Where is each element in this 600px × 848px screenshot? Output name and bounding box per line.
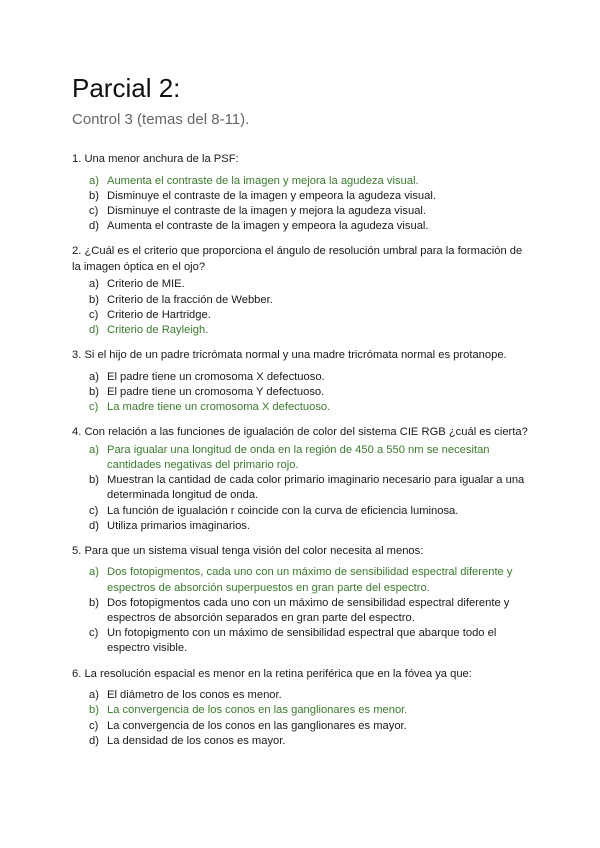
option [72,734,528,749]
option-text: Para igualar una longitud de onda en la región de 450 a 550 nm se necesitan cantidades negativas del primario rojo. [107,443,490,471]
option-list [72,277,528,338]
question-text: 5. Para que un sistema visual tenga visión del color necesita al menos: [72,544,424,557]
option-letter: a) [89,689,99,702]
option-letter: c) [89,308,99,321]
option [72,473,528,503]
question-text: 2. ¿Cuál es el criterio que proporciona el ángulo de resolución umbral para la formación de la imagen óptica en el ojo? [72,245,523,273]
question-list [72,152,528,749]
question-6 [72,667,528,749]
correct-option [72,703,528,718]
correct-option [72,400,528,415]
option [72,277,528,292]
option-list [72,688,528,749]
option-letter: d) [89,519,99,532]
option-letter: c) [89,627,99,640]
page-subtitle: Control 3 (temas del 8-11). [72,111,250,128]
option-letter: a) [89,566,99,579]
option-text: Criterio de la fracción de Webber. [107,293,273,306]
option-letter: d) [89,220,99,233]
option-text: El padre tiene un cromosoma Y defectuoso. [107,385,325,398]
option [72,596,528,626]
option-text: Criterio de MIE. [107,278,185,291]
option-list [72,370,528,416]
option-text: Disminuye el contraste de la imagen y empeora la agudeza visual. [107,189,436,202]
option [72,519,528,534]
question-2 [72,244,528,338]
option-letter: a) [89,443,99,456]
option-list [72,174,528,235]
option-text: Aumenta el contraste de la imagen y mejora la agudeza visual. [107,174,419,187]
option [72,293,528,308]
correct-option [72,323,528,338]
option-letter: b) [89,474,99,487]
option [72,688,528,703]
option-text: Un fotopigmento con un máximo de sensibilidad espectral que abarque todo el espectro visible. [107,627,497,655]
question-text: 6. La resolución espacial es menor en la retina periférica que en la fóvea ya que: [72,667,472,680]
option-letter: b) [89,385,99,398]
option-text: La función de igualación r coincide con la curva de eficiencia luminosa. [107,504,459,517]
option-list [72,443,528,534]
option [72,719,528,734]
option-text: Disminuye el contraste de la imagen y mejora la agudeza visual. [107,204,427,217]
correct-option [72,174,528,189]
option-text: El padre tiene un cromosoma X defectuoso. [107,370,325,383]
option [72,219,528,234]
question-text: 1. Una menor anchura de la PSF: [72,153,239,165]
correct-option [72,565,528,595]
option-letter: c) [89,401,99,414]
question-3 [72,348,528,415]
option-letter: a) [89,278,99,291]
option-text: Utiliza primarios imaginarios. [107,519,250,532]
option-text: La convergencia de los conos en las ganglionares es mayor. [107,719,407,732]
option-letter: b) [89,293,99,306]
option-text: Criterio de Hartridge. [107,308,211,321]
option [72,626,528,656]
correct-option [72,443,528,473]
option-text: La convergencia de los conos en las ganglionares es menor. [107,704,408,717]
question-text: 4. Con relación a las funciones de igualación de color del sistema CIE RGB ¿cuál es cierta? [72,426,528,439]
option-text: Aumenta el contraste de la imagen y empeora la agudeza visual. [107,220,429,233]
question-1 [72,152,528,234]
option-list [72,565,528,656]
option-letter: a) [89,370,99,383]
option-letter: c) [89,719,99,732]
option [72,189,528,204]
question-4 [72,425,528,534]
option-text: La densidad de los conos es mayor. [107,734,286,747]
option [72,308,528,323]
option-letter: b) [89,189,99,202]
option [72,204,528,219]
question-text: 3. Si el hijo de un padre tricrómata normal y una madre tricrómata normal es protanope. [72,349,507,362]
option [72,385,528,400]
option [72,504,528,519]
option-letter: d) [89,734,99,747]
option-text: Criterio de Rayleigh. [107,323,209,336]
option-letter: c) [89,204,99,217]
page-title: Parcial 2: [72,73,181,103]
option-text: El diámetro de los conos es menor. [107,689,282,702]
option-letter: c) [89,504,99,517]
option-letter: b) [89,704,99,717]
option-letter: d) [89,323,99,336]
question-5 [72,544,528,657]
option-letter: a) [89,174,99,187]
option-letter: b) [89,596,99,609]
option-text: Dos fotopigmentos cada uno con un máximo de sensibilidad espectral diferente y espectros de absorción separados en gran parte del espectro. [107,596,510,625]
option-text: Muestran la cantidad de cada color primario imaginario necesario para igualar a una determinada longitud de onda. [107,474,525,502]
option-text: La madre tiene un cromosoma X defectuoso. [107,401,331,414]
option-text: Dos fotopigmentos, cada uno con un máximo de sensibilidad espectral diferente y espectros de absorción superpuestos en gran parte del espectro. [107,566,513,594]
option [72,370,528,385]
